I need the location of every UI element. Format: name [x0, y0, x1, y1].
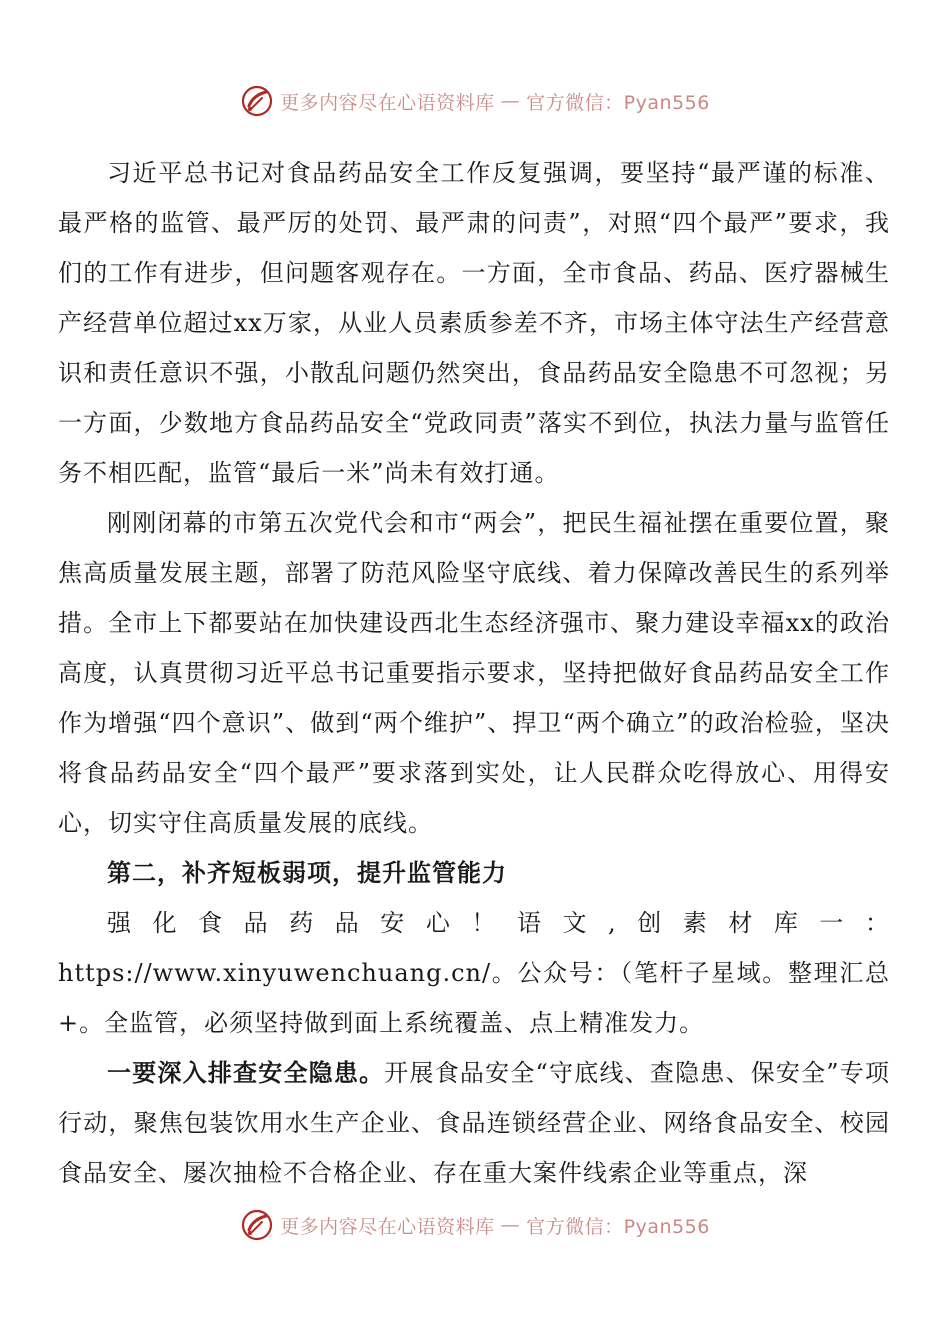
paragraph-strengthen-supervision: 强化食品药品安心！语文,创素材库一：https://www.xinyuwenchuang.cn/。公众号：（笔杆子星域。整理汇总+。全监管，必须坚持做到面上系统覆盖、点上精准发力。 [58, 909, 890, 1037]
watermark-text: 更多内容尽在心语资料库 [280, 91, 495, 114]
paragraph-hazard-inspection [58, 1048, 890, 1198]
paragraph-food-drug-safety-status: 习近平总书记对食品药品安全工作反复强调，要坚持“最严谨的标准、最严格的监管、最严厉的处罚、最严肃的问责”，对照“四个最严”要求，我们的工作有进步，但问题客观存在。一方面，全市食品、药品、医疗器械生产经营单位超过xx万家，从业人员素质参差不齐，市场主体守法生产经营意识和责任意识不强，小散乱问题仍然突出，食品药品安全隐患不可忽视；另一方面，少数地方食品药品安全“党政同责”落实不到位，执法力量与监管任务不相匹配，监管“最后一米”尚未有效打通。 [58, 159, 890, 487]
watermark-wechat: 官方微信：Pyan556 [526, 1215, 710, 1238]
pen-seal-logo-icon [240, 84, 274, 118]
paragraph-party-congress: 刚刚闭幕的市第五次党代会和市“两会”，把民生福祉摆在重要位置，聚焦高质量发展主题，部署了防范风险坚守底线、着力保障改善民生的系列举措。全市上下都要站在加快建设西北生态经济强市、聚力建设幸福xx的政治高度，认真贯彻习近平总书记重要指示要求，坚持把做好食品药品安全工作作为增强“四个意识”、做到“两个维护”、捍卫“两个确立”的政治检验，坚决将食品药品安全“四个最严”要求落到实处，让人民群众吃得放心、用得安心，切实守住高质量发展的底线。 [58, 509, 890, 837]
document-body [58, 148, 890, 1198]
watermark-separator: — [500, 90, 521, 112]
watermark-banner-top [0, 84, 950, 118]
paragraph-body: 开展食品安全“守底线、查隐患、保安全”专项行动，聚焦包装饮用水生产企业、食品连锁经营企业、网络食品安全、校园食品安全、屡次抽检不合格企业、存在重大案件线索企业等重点，深 [58, 1059, 890, 1187]
section-heading-second: 第二，补齐短板弱项，提升监管能力 [107, 859, 507, 887]
watermark-wechat: 官方微信：Pyan556 [526, 91, 710, 114]
pen-seal-logo-icon [240, 1208, 274, 1242]
watermark-banner-bottom [0, 1208, 950, 1242]
paragraph-lead-bold: 一要深入排查安全隐患。 [107, 1059, 385, 1087]
watermark-text: 更多内容尽在心语资料库 [280, 1215, 495, 1238]
watermark-separator: — [500, 1214, 521, 1236]
